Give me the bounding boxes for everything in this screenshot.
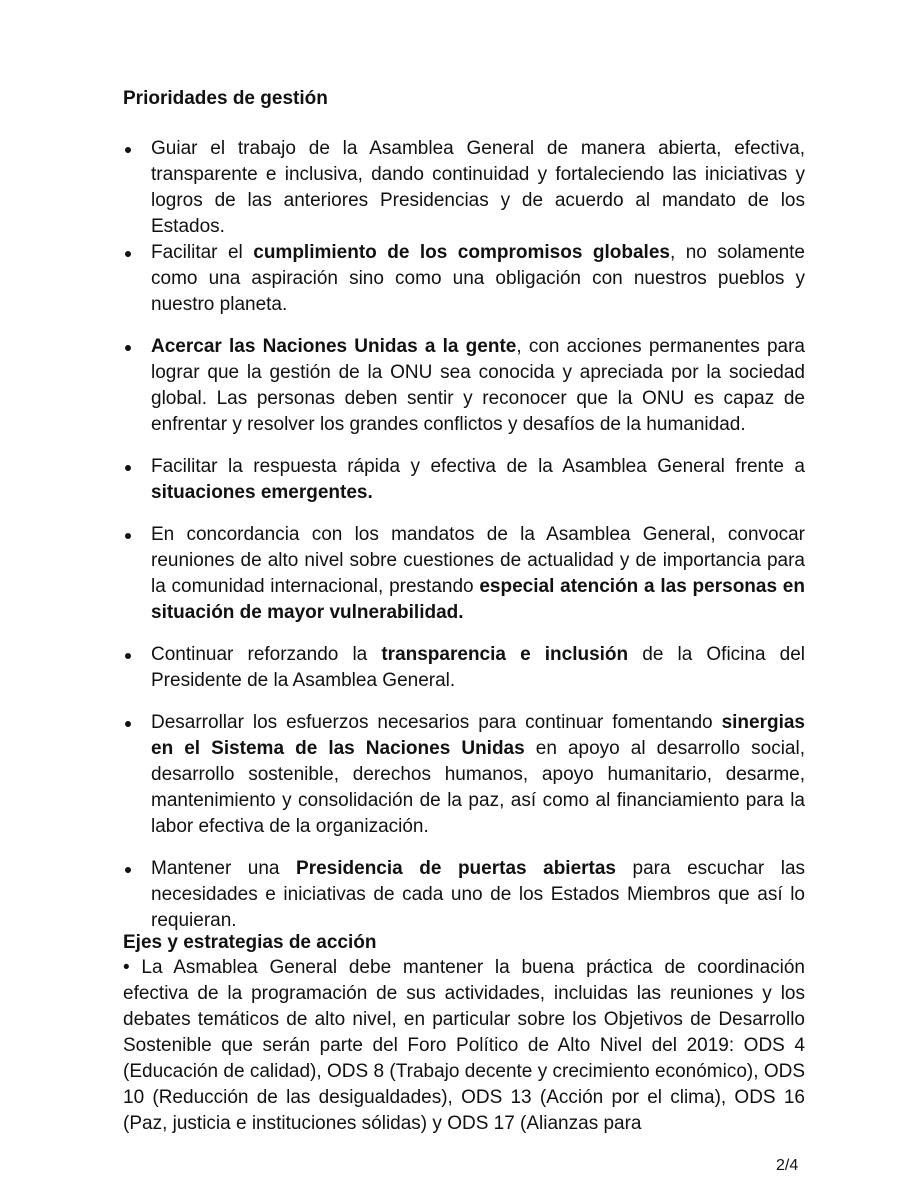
- priority-6-text-a: Continuar reforzando la: [151, 644, 382, 665]
- priority-8-text-a: Mantener una: [151, 858, 297, 879]
- priority-6-bold: transparencia e inclusión: [381, 644, 629, 665]
- priority-2-text-b: , no solamente como una aspiración sino como una obligación con nuestros pueblos y nuestro planeta.: [151, 242, 805, 315]
- ejes-paragraph: • La Asmablea General debe mantener la buena práctica de coordinación efectiva de la programación de sus actividades, incluidas las reuniones y los debates temáticos de alto nivel, en particular sobre los Objetivos de Desarrollo Sostenible que serán parte del Foro Político de Alto Nivel del 2019: ODS 4 (Educación de calidad), ODS 8 (Trabajo decente y crecimiento económico), ODS 10 (Reducción de las desigualdades), ODS 13 (Acción por el clima), ODS 16 (Paz, justicia e instituciones sólidas) y ODS 17 (Alianzas para: [123, 957, 805, 1134]
- priority-2-text-a: Facilitar el: [151, 242, 254, 263]
- priority-item-7: [123, 710, 805, 840]
- priority-2-bold: cumplimiento de los compromisos globales: [253, 242, 670, 263]
- priority-item-3: [123, 334, 805, 438]
- priority-item-4: [123, 454, 805, 506]
- priority-item-2: [123, 240, 805, 318]
- priority-8-text-b: para escuchar las necesidades e iniciativas de cada uno de los Estados Miembros que así lo requieran.: [151, 858, 806, 931]
- section-heading-ejes: Ejes y estrategias de acción: [123, 932, 377, 953]
- priority-6-text-b: de la Oficina del Presidente de la Asamblea General.: [151, 644, 805, 691]
- priority-4-bold: situaciones emergentes.: [151, 482, 373, 503]
- priority-item-8: [123, 856, 805, 934]
- priority-item-6: [123, 642, 805, 694]
- priority-7-bold: sinergias en el Sistema de las Naciones Unidas: [151, 712, 805, 759]
- priority-5-bold: especial atención a las personas en situación de mayor vulnerabilidad.: [151, 576, 805, 623]
- page-number: 2/4: [776, 1157, 799, 1174]
- priority-item-1: [123, 136, 805, 240]
- priority-8-bold: Presidencia de puertas abiertas: [296, 858, 616, 879]
- priority-4-text: Facilitar la respuesta rápida y efectiva de la Asamblea General frente a: [151, 456, 805, 477]
- priority-7-text-b: en apoyo al desarrollo social, desarrollo sostenible, derechos humanos, apoyo humanitario, desarme, mantenimiento y consolidación de la paz, así como al financiamiento para la labor efectiva de la organización.: [151, 738, 806, 837]
- priority-7-text-a: Desarrollar los esfuerzos necesarios para continuar fomentando: [151, 712, 722, 733]
- priorities-list: [123, 136, 805, 934]
- priority-3-text: , con acciones permanentes para lograr que la gestión de la ONU sea conocida y apreciada por la sociedad global. Las personas deben sentir y reconocer que la ONU es capaz de enfrentar y resolver los grandes conflictos y desafíos de la humanidad.: [151, 336, 805, 435]
- priority-5-text: En concordancia con los mandatos de la Asamblea General, convocar reuniones de alto nivel sobre cuestiones de actualidad y de importancia para la comunidad internacional, prestando: [151, 524, 805, 597]
- priority-3-bold: Acercar las Naciones Unidas a la gente: [151, 336, 517, 357]
- priority-1-text: Guiar el trabajo de la Asamblea General de manera abierta, efectiva, transparente e inclusiva, dando continuidad y fortaleciendo las iniciativas y logros de las anteriores Presidencias y de acuerdo al mandato de los Estados.: [151, 138, 805, 237]
- priority-item-5: [123, 522, 805, 626]
- section-heading-prioridades: Prioridades de gestión: [123, 88, 328, 109]
